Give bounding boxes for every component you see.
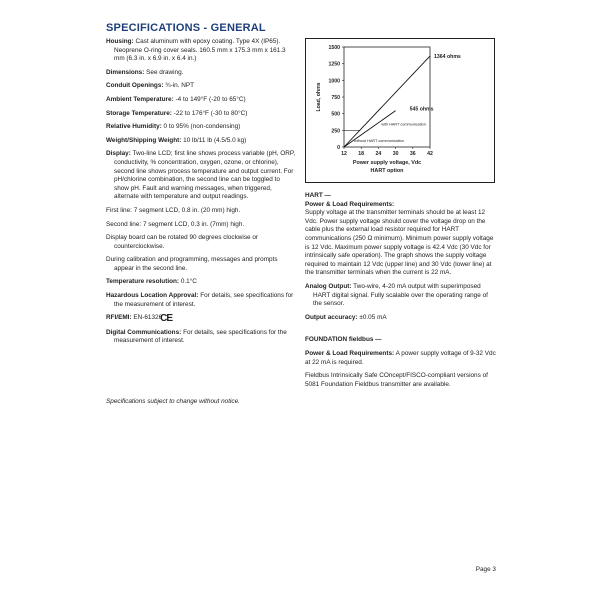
analog-output	[305, 283, 497, 309]
series-line	[344, 56, 430, 147]
spec-value: ¾-in. NPT	[165, 82, 195, 90]
hart-power	[305, 201, 497, 278]
spec-value: 10 lb/11 lb (4.5/5.0 kg)	[183, 136, 247, 144]
fisco-text: Fieldbus Intrinsically Safe COncept/FISCO-compliant versions of 5081 Foundation Fieldbus transmitter are available.	[305, 372, 488, 388]
series-label: 545 ohms	[409, 106, 434, 113]
annotation-without-hart: without HART communication	[354, 139, 404, 143]
plot-frame	[344, 47, 430, 147]
y-tick-label: 250	[331, 128, 340, 135]
spec-label: Hazardous Location Approval:	[106, 292, 199, 300]
y-tick-label: 1500	[328, 45, 340, 51]
ff-heading: FOUNDATION fieldbus —	[305, 336, 382, 344]
spec-label: Weight/Shipping Weight:	[106, 136, 182, 144]
spec-second-line: Second line: 7 segment LCD, 0.3 in. (7mm) high.	[106, 220, 245, 228]
x-tick-label: 30	[392, 151, 399, 157]
spec-label: Housing:	[106, 38, 134, 45]
ce-mark-icon: CE	[160, 313, 173, 325]
spec-dimensions	[106, 69, 296, 78]
y-axis-label: Load, ohms	[316, 82, 322, 112]
spec-label: Dimensions:	[106, 68, 145, 76]
spec-housing	[106, 38, 296, 64]
spec-label: Relative Humidity:	[106, 123, 162, 131]
spec-value: -22 to 176°F (-30 to 80°C)	[173, 109, 248, 117]
spec-temp-resolution	[106, 278, 296, 287]
spec-rotate: Display board can be rotated 90 degrees clockwise or counterclockwise.	[106, 234, 259, 250]
spec-value: For details, see specifications for the measurement of interest.	[114, 292, 294, 308]
spec-humidity	[106, 123, 296, 132]
spec-value: 0 to 95% (non-condensing)	[163, 123, 241, 131]
x-axis-label-option: HART option	[370, 168, 404, 174]
spec-label: Analog Output:	[305, 282, 352, 290]
spec-conduit	[106, 82, 296, 91]
change-notice: Specifications subject to change without notice.	[106, 398, 240, 405]
spec-storage	[106, 110, 296, 119]
spec-label: Digital Communications:	[106, 328, 182, 336]
spec-value: Two-wire, 4-20 mA output with superimposed HART digital signal. Fully scalable over the operating range of the sensor.	[313, 282, 488, 308]
spec-label: Conduit Openings:	[106, 82, 164, 90]
spec-value: A power supply voltage of 9-32 Vdc at 22 mA is required.	[305, 349, 496, 366]
spec-value: -4 to 149°F (-20 to 65°C)	[175, 95, 246, 103]
spec-label: Temperature resolution:	[106, 278, 180, 286]
spec-value: Cast aluminum with epoxy coating. Type 4X (IP65). Neoprene O-ring cover seals. 160.5 mm x 175.3 mm x 161.3 mm (6.3 in. x 6.9 in. x 6.4 in.)	[114, 38, 286, 63]
y-tick-label: 0	[337, 145, 340, 151]
spec-label: Output accuracy:	[305, 313, 358, 321]
spec-digital	[106, 329, 296, 346]
right-column	[305, 192, 497, 394]
y-tick-label: 500	[331, 111, 340, 118]
spec-ambient	[106, 96, 296, 105]
left-column	[106, 38, 296, 351]
spec-value: ±0.05 mA	[359, 313, 387, 321]
series-label: 1364 ohms	[434, 54, 461, 61]
load-chart	[305, 38, 495, 183]
spec-value: 0.1°C	[180, 278, 197, 286]
spec-weight	[106, 137, 296, 146]
x-axis-label: Power supply voltage, Vdc	[352, 160, 422, 166]
x-tick-label: 42	[427, 151, 433, 157]
annotation-with-hart: with HART communication	[381, 122, 426, 127]
spec-label: RFI/EMI:	[106, 314, 132, 322]
spec-display	[106, 150, 296, 202]
spec-value: For details, see specifications for the measurement of interest.	[114, 328, 287, 345]
y-tick-label: 1000	[328, 78, 340, 85]
spec-label: Power & Load Requirements:	[305, 200, 395, 208]
spec-rfi	[106, 314, 296, 324]
spec-label: Power & Load Requirements:	[305, 349, 395, 357]
x-tick-label: 12	[341, 151, 347, 157]
x-tick-label: 24	[375, 151, 382, 157]
page-title: SPECIFICATIONS - GENERAL	[106, 22, 266, 34]
spec-calibration: During calibration and programming, messages and prompts appear in the second line.	[106, 256, 278, 272]
spec-first-line: First line: 7 segment LCD, 0.8 in. (20 mm) high.	[106, 206, 241, 214]
y-tick-label: 1250	[328, 61, 340, 68]
ff-power	[305, 350, 497, 367]
y-tick-label: 750	[331, 95, 340, 101]
spec-value: See drawing.	[146, 68, 184, 76]
output-accuracy	[305, 314, 497, 323]
spec-hazardous	[106, 292, 296, 309]
x-tick-label: 36	[409, 151, 416, 157]
spec-label: Storage Temperature:	[106, 109, 172, 117]
spec-label: Display:	[106, 150, 131, 158]
spec-value: Supply voltage at the transmitter terminals should be at least 12 Vdc. Power supply voltage should cover the voltage drop on the cable plus the external load resistor required for HART communications (250 Ω minimum). Minimum power supply voltage is 12 Vdc. Maximum power supply voltage is 42.4 Vdc (30 Vdc for intrinsically safe operation). The graph shows the supply voltage required to maintain 12 Vdc (upper line) and 30 Vdc (lower line) at the transmitter terminals when the current is 22 mA.	[305, 209, 494, 277]
page-number: Page 3	[475, 566, 496, 573]
spec-label: Ambient Temperature:	[106, 95, 174, 103]
hart-heading: HART —	[305, 192, 331, 199]
load-chart-svg	[306, 39, 496, 184]
spec-value: EN-61326	[133, 314, 163, 322]
x-tick-label: 18	[358, 151, 365, 157]
spec-value: Two-line LCD; first line shows process variable (pH, ORP, conductivity, % concentration, oxygen, ozone, or chlorine), second line shows process temperature and output current. For pH/chlorine combination, the second line can be toggled to show pH. Fault and warning messages, when triggered, alternate with temperature and output readings.	[114, 150, 296, 201]
